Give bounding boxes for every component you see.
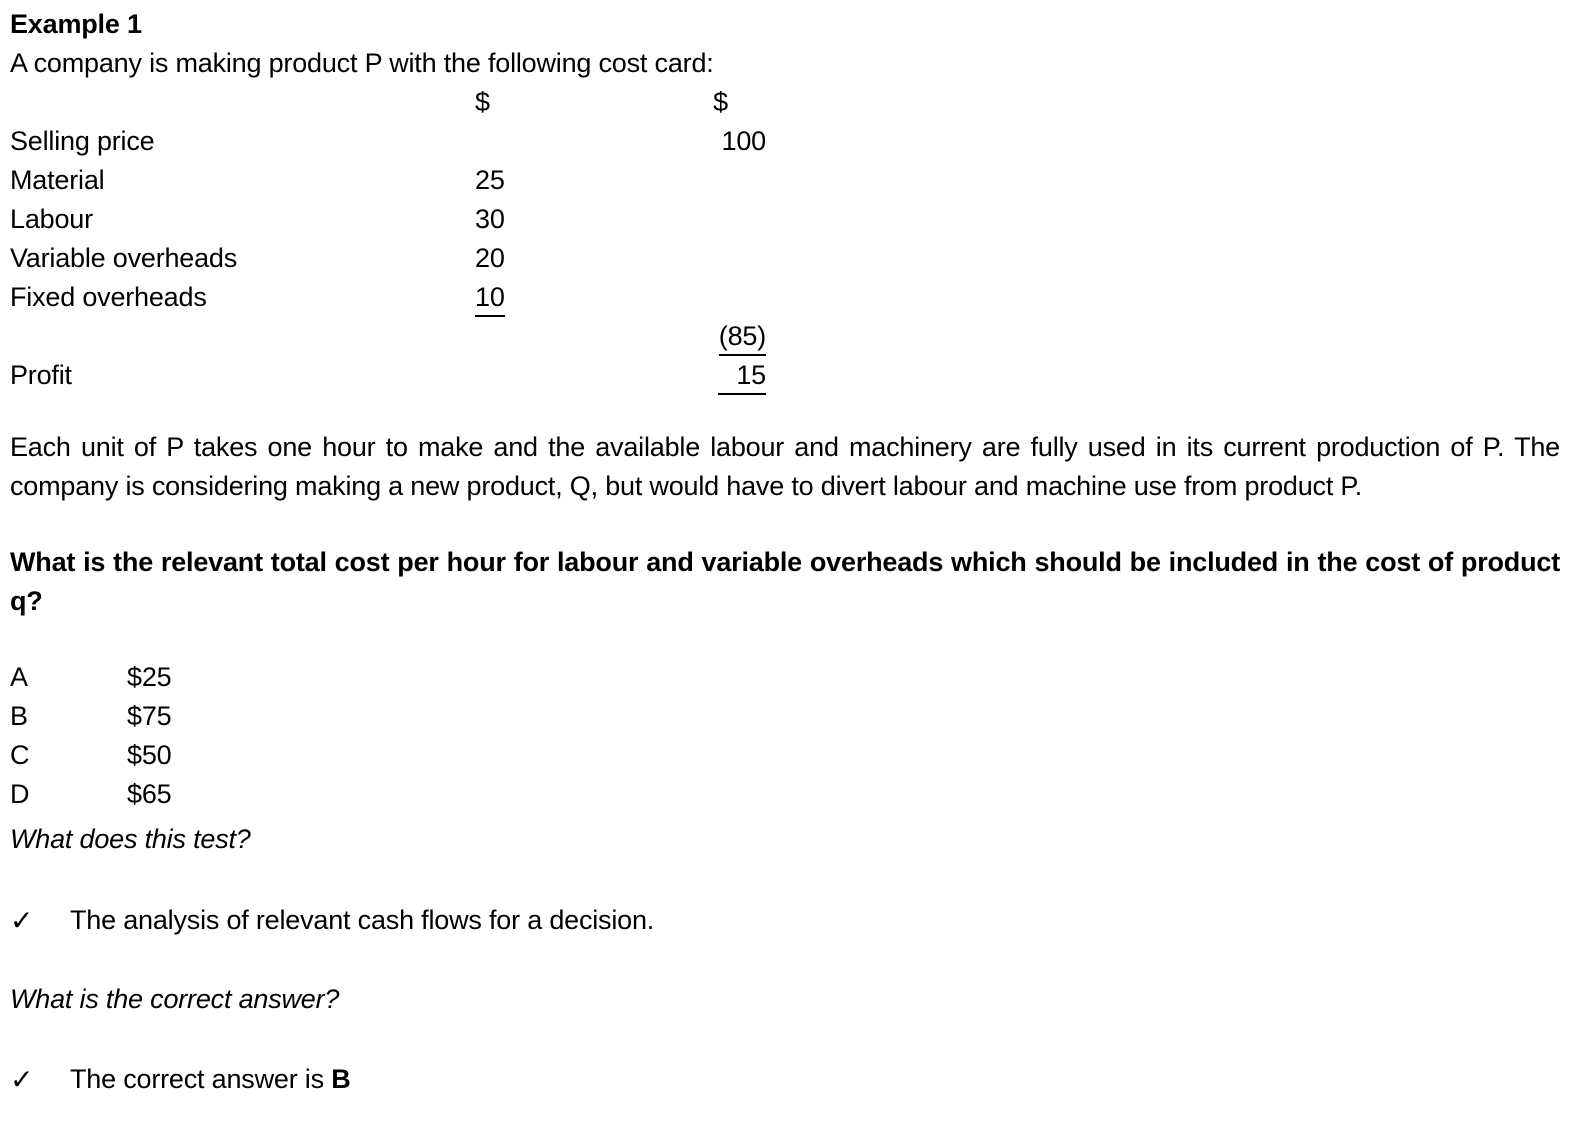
table-row-labour [10,200,766,239]
options-list [10,658,1560,814]
row-label: Fixed overheads [10,282,207,312]
row-col2-value [615,278,766,317]
scenario-paragraph: Each unit of P takes one hour to make and the available labour and machinery are fully used in its current production of P. The company is considering making a new product, Q, but would have to divert labour and machine use from product P. [10,432,1560,501]
row-label: Material [10,165,105,195]
table-row-selling-price [10,122,766,161]
option-row-b [10,697,1560,736]
correct-answer-line [10,1060,1560,1099]
row-col1-value-underlined: 10 [475,281,505,317]
option-value: $65 [127,779,172,809]
row-col2-value-underlined: 15 [718,359,766,395]
intro-text: A company is making product P with the following cost card: [10,48,714,78]
document-page [10,5,1560,1099]
test-answer-text: The analysis of relevant cash flows for a decision. [70,905,655,935]
table-row-fixed-overheads [10,278,766,317]
row-label: Profit [10,360,72,390]
correct-answer-letter: B [331,1064,351,1094]
test-answer-line [10,901,1560,940]
check-icon: ✓ [10,1064,34,1095]
cost-card-table [10,83,766,395]
row-label: Variable overheads [10,243,238,273]
cost-card-header-spacer [10,83,475,122]
row-label: Selling price [10,126,155,156]
option-letter: D [10,779,30,809]
row-col2-value [615,200,766,239]
row-col1-value: 20 [475,243,505,273]
option-row-a [10,658,1560,697]
option-row-c [10,736,1560,775]
correct-answer-prefix: The correct answer is [70,1064,332,1094]
test-prompt: What does this test? [10,824,251,854]
option-value: $75 [127,701,172,731]
row-col2-value [615,239,766,278]
option-row-d [10,775,1560,814]
table-row-material [10,161,766,200]
table-row-variable-overheads [10,239,766,278]
row-label [10,317,475,356]
row-label: Labour [10,204,93,234]
example-title: Example 1 [10,9,142,39]
option-value: $50 [127,740,172,770]
row-col1-value: 30 [475,204,505,234]
row-col2-value: 100 [721,126,766,156]
check-icon: ✓ [10,905,34,936]
question-text: What is the relevant total cost per hour for labour and variable overheads which should be included in the cost of product q? [10,547,1560,616]
row-col1-value [475,122,615,161]
cost-card-col1-header: $ [475,87,490,117]
row-col1-value [475,317,615,356]
option-letter: C [10,740,30,770]
row-col2-value [615,161,766,200]
option-value: $25 [127,662,172,692]
answer-prompt: What is the correct answer? [10,984,340,1014]
cost-card-col2-header: $ [713,87,728,117]
correct-answer-text [70,1060,351,1099]
table-row-profit [10,356,766,395]
row-col1-value [475,356,615,395]
option-letter: B [10,701,28,731]
cost-card-header-row [10,83,766,122]
row-col1-value: 25 [475,165,505,195]
row-col2-value-underlined: (85) [719,320,766,356]
table-row-total-costs [10,317,766,356]
option-letter: A [10,662,28,692]
